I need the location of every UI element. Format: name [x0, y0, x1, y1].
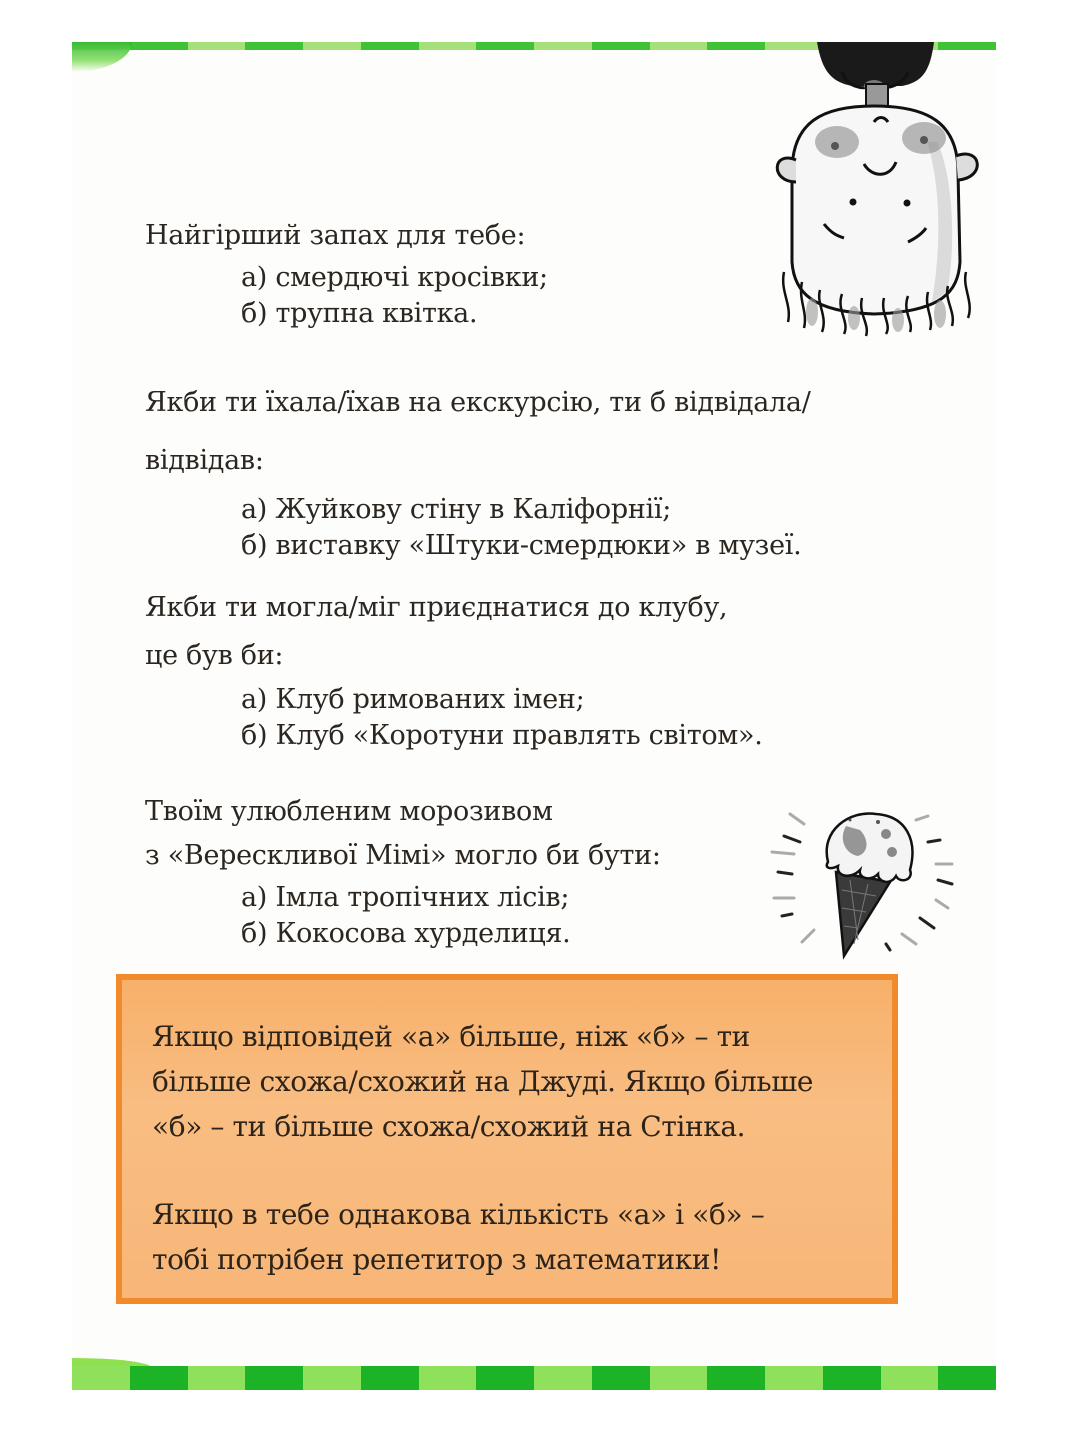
ice-cream-cone-illustration [750, 790, 960, 960]
answer-option-a: а) Клуб римованих імен; [241, 684, 585, 715]
stripe-segment [650, 1366, 708, 1390]
answer-option-b: б) Кокосова хурделиця. [241, 918, 571, 949]
stripe-segment [650, 42, 708, 50]
stripe-segment [476, 42, 534, 50]
stripe-segment [707, 1366, 765, 1390]
stripe-segment [534, 1366, 592, 1390]
question-text: відвідав: [145, 445, 264, 476]
quiz-question-2 [145, 374, 811, 564]
bottom-green-stripe [72, 1366, 996, 1390]
stripe-segment [592, 1366, 650, 1390]
stripe-segment [72, 1366, 130, 1390]
quiz-question-4 [145, 790, 661, 952]
stripe-segment [303, 1366, 361, 1390]
stripe-segment [188, 1366, 246, 1390]
stripe-segment [419, 1366, 477, 1390]
stripe-segment [130, 1366, 188, 1390]
stripe-segment [130, 42, 188, 50]
result-line: Якщо в тебе однакова кількість «а» і «б» – [152, 1198, 765, 1231]
question-text: з «Верескливої Мімі» могло би бути: [145, 840, 661, 871]
answer-option-a: а) Жуйкову стіну в Каліфорнії; [241, 494, 671, 525]
stripe-segment [476, 1366, 534, 1390]
quiz-question-3 [145, 584, 763, 754]
stripe-segment [707, 42, 765, 50]
stripe-segment [881, 1366, 939, 1390]
stripe-segment [245, 42, 303, 50]
stripe-segment [188, 42, 246, 50]
result-line: більше схожа/схожий на Джуді. Якщо більше [152, 1065, 814, 1098]
result-line: тобі потрібен репетитор з математики! [152, 1243, 721, 1276]
quiz-result-box [116, 974, 898, 1304]
answer-option-a: а) Імла тропічних лісів; [241, 882, 570, 913]
stripe-segment [534, 42, 592, 50]
stripe-segment [938, 1366, 996, 1390]
stripe-segment [823, 1366, 881, 1390]
answer-option-b: б) трупна квітка. [241, 298, 478, 329]
result-line: Якщо відповідей «а» більше, ніж «б» – ти [152, 1020, 750, 1053]
quiz-question-1 [145, 214, 548, 332]
question-text: це був би: [145, 640, 284, 671]
question-text: Твоїм улюбленим морозивом [145, 796, 553, 827]
stripe-segment [303, 42, 361, 50]
answer-options [241, 682, 763, 754]
answer-options [241, 492, 811, 564]
answer-option-b: б) виставку «Штуки-смердюки» в музеї. [241, 530, 802, 561]
answer-options [241, 880, 661, 952]
answer-option-b: б) Клуб «Коротуни правлять світом». [241, 720, 763, 751]
result-paragraph-1 [152, 1014, 892, 1149]
stripe-segment [361, 42, 419, 50]
answer-options [241, 260, 548, 332]
stripe-segment [765, 1366, 823, 1390]
stripe-segment [245, 1366, 303, 1390]
stripe-segment [592, 42, 650, 50]
question-text: Якби ти їхала/їхав на екскурсію, ти б відвідала/ [145, 387, 811, 418]
result-line: «б» – ти більше схожа/схожий на Стінка. [152, 1110, 746, 1143]
stripe-segment [419, 42, 477, 50]
answer-option-a: а) смердючі кросівки; [241, 262, 548, 293]
question-text: Якби ти могла/міг приєднатися до клубу, [145, 592, 728, 623]
result-paragraph-2 [152, 1192, 892, 1282]
question-text: Найгірший запах для тебе: [145, 220, 526, 251]
upside-down-boy-illustration [762, 42, 992, 342]
stripe-segment [361, 1366, 419, 1390]
